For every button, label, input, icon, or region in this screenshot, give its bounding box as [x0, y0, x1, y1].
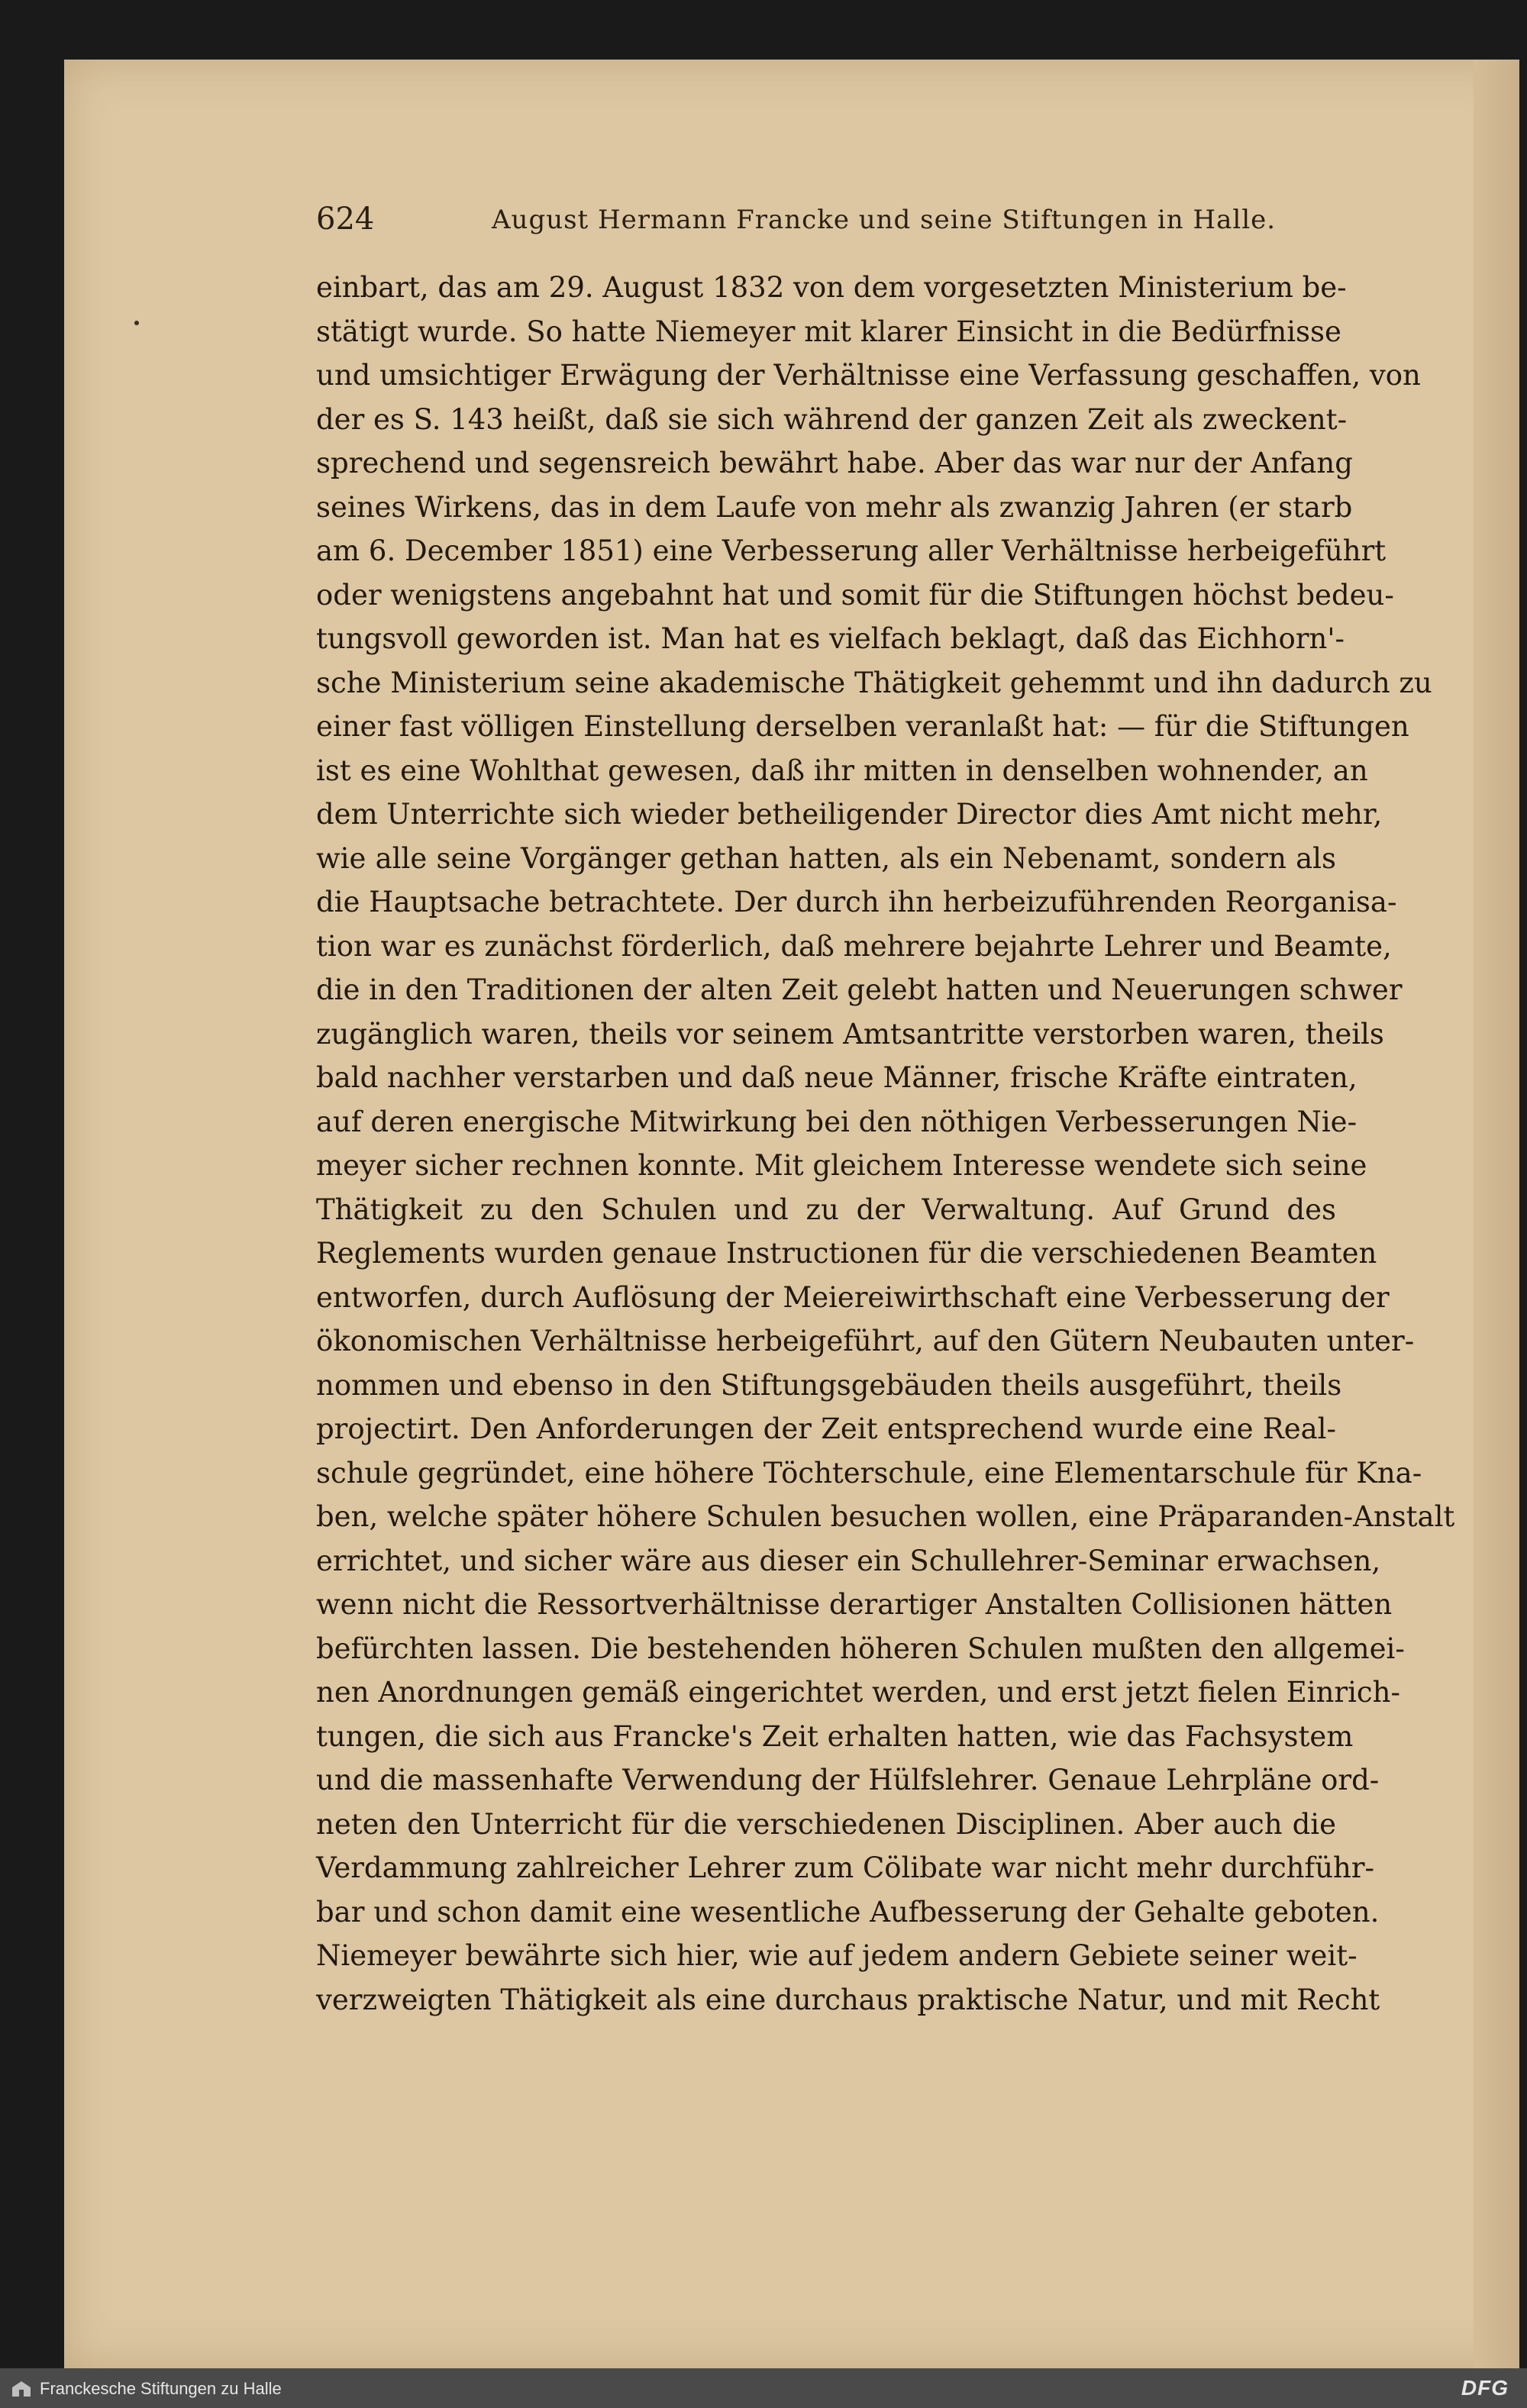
margin-mark — [134, 321, 139, 325]
institution-credit — [11, 2379, 282, 2399]
viewer-footer — [0, 2368, 1527, 2408]
text-line: auf deren energische Mitwirkung bei den nöthigen Verbesserungen Nie- — [316, 1105, 1358, 1138]
text-line: sprechend und segensreich bewährt habe. Aber das war nur der Anfang — [316, 447, 1353, 479]
text-line: Thätigkeit zu den Schulen und zu der Verwaltung. Auf Grund des — [316, 1193, 1336, 1226]
text-line: neten den Unterricht für die verschiedenen Disciplinen. Aber auch die — [316, 1807, 1336, 1841]
text-line: die Hauptsache betrachtete. Der durch ihn herbeizuführenden Reorganisa- — [316, 886, 1397, 918]
text-line: wie alle seine Vorgänger gethan hatten, als ein Nebenamt, sondern als — [316, 841, 1336, 875]
text-line: am 6. December 1851) eine Verbesserung aller Verhältnisse herbeigeführt — [316, 534, 1387, 567]
text-line: tion war es zunächst förderlich, daß mehrere bejahrte Lehrer und Beamte, — [316, 929, 1392, 963]
text-line: ökonomischen Verhältnisse herbeigeführt, auf den Gütern Neubauten unter- — [316, 1325, 1415, 1357]
running-title: August Hermann Francke und seine Stiftungen in Halle. — [492, 205, 1277, 235]
text-line: befürchten lassen. Die bestehenden höheren Schulen mußten den allgemei- — [316, 1632, 1405, 1665]
text-line: schule gegründet, eine höhere Töchterschule, eine Elementarschule für Kna- — [316, 1456, 1422, 1490]
text-line: bald nachher verstarben und daß neue Männer, frische Kräfte eintraten, — [316, 1061, 1358, 1094]
text-line: der es S. 143 heißt, daß sie sich während der ganzen Zeit als zweckent- — [316, 402, 1348, 436]
text-line: meyer sicher rechnen konnte. Mit gleichem Interesse wendete sich seine — [316, 1149, 1367, 1182]
text-line: projectirt. Den Anforderungen der Zeit entsprechend wurde eine Real- — [316, 1412, 1336, 1445]
text-line: einbart, das am 29. August 1832 von dem vorgesetzten Ministerium be- — [316, 271, 1347, 304]
text-line: entworfen, durch Auflösung der Meiereiwirthschaft eine Verbesserung der — [316, 1280, 1390, 1314]
text-line: und umsichtiger Erwägung der Verhältnisse eine Verfassung geschaffen, von — [316, 359, 1421, 392]
text-line: bar und schon damit eine wesentliche Aufbesserung der Gehalte geboten. — [316, 1895, 1380, 1929]
text-line: stätigt wurde. So hatte Niemeyer mit klarer Einsicht in die Bedürfnisse — [316, 315, 1341, 348]
page-edge — [1474, 60, 1519, 2368]
institution-logo-icon — [11, 2380, 32, 2398]
text-line: Verdammung zahlreicher Lehrer zum Cölibate war nicht mehr durchführ- — [316, 1851, 1375, 1884]
page-header — [316, 189, 1328, 250]
text-line: nen Anordnungen gemäß eingerichtet werden, und erst jetzt fielen Einrich- — [316, 1676, 1400, 1709]
dfg-logo: DFG — [1461, 2376, 1509, 2400]
text-line: tungen, die sich aus Francke's Zeit erhalten hatten, wie das Fachsystem — [316, 1719, 1354, 1753]
text-line: Niemeyer bewährte sich hier, wie auf jedem andern Gebiete seiner weit- — [316, 1939, 1358, 1972]
text-line: ben, welche später höhere Schulen besuchen wollen, eine Präparanden-Anstalt — [316, 1500, 1455, 1533]
text-line: errichtet, und sicher wäre aus dieser ein Schullehrer-Seminar erwachsen, — [316, 1544, 1381, 1577]
body-text — [316, 266, 1455, 2022]
text-line: wenn nicht die Ressortverhältnisse derartiger Anstalten Collisionen hätten — [316, 1588, 1393, 1621]
text-line: seines Wirkens, das in dem Laufe von mehr als zwanzig Jahren (er starb — [316, 490, 1353, 524]
institution-name: Franckesche Stiftungen zu Halle — [40, 2379, 282, 2398]
text-line: ist es eine Wohlthat gewesen, daß ihr mitten in denselben wohnender, an — [316, 754, 1368, 787]
page-number: 624 — [316, 202, 375, 237]
text-line: Reglements wurden genaue Instructionen für die verschiedenen Beamten — [316, 1237, 1377, 1270]
text-line: und die massenhafte Verwendung der Hülfslehrer. Genaue Lehrpläne ord- — [316, 1764, 1380, 1796]
text-line: die in den Traditionen der alten Zeit gelebt hatten und Neuerungen schwer — [316, 973, 1403, 1006]
text-line: verzweigten Thätigkeit als eine durchaus praktische Natur, und mit Recht — [316, 1983, 1380, 2016]
text-line: nommen und ebenso in den Stiftungsgebäuden theils ausgeführt, theils — [316, 1368, 1342, 1402]
text-line: sche Ministerium seine akademische Thätigkeit gehemmt und ihn dadurch zu — [316, 666, 1432, 699]
text-line: tungsvoll geworden ist. Man hat es vielfach beklagt, daß das Eichhorn'- — [316, 622, 1345, 655]
text-line: oder wenigstens angebahnt hat und somit für die Stiftungen höchst bedeu- — [316, 578, 1394, 612]
text-line: einer fast völligen Einstellung derselben veranlaßt hat: — für die Stiftungen — [316, 710, 1409, 743]
text-line: zugänglich waren, theils vor seinem Amtsantritte verstorben waren, theils — [316, 1017, 1384, 1051]
text-line: dem Unterrichte sich wieder betheiligender Director dies Amt nicht mehr, — [316, 798, 1383, 831]
